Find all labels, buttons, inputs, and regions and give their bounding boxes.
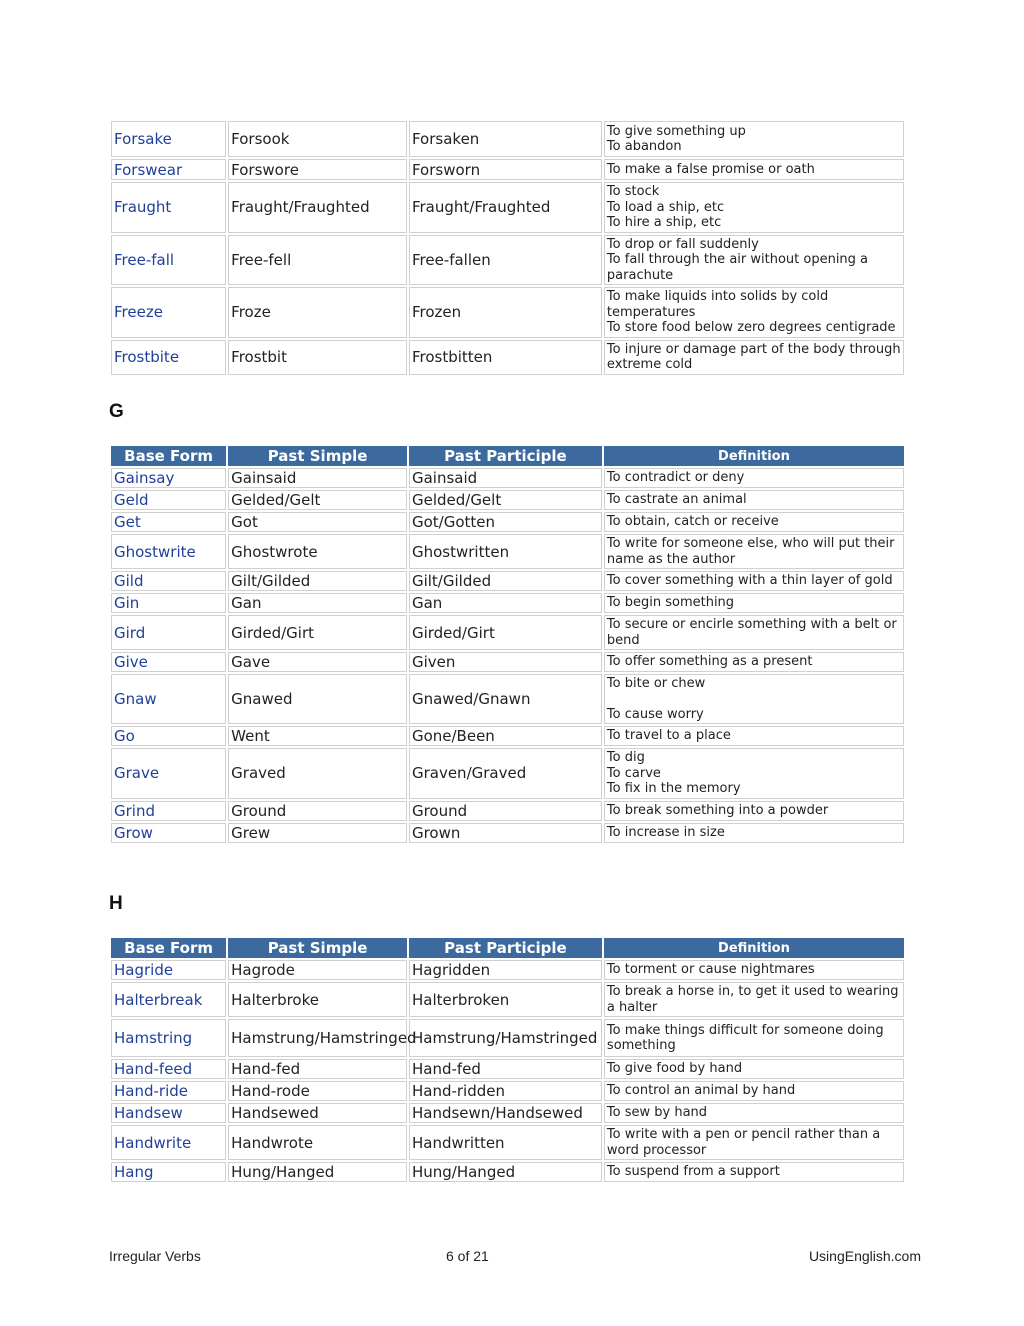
past-participle-cell: Gnawed/Gnawn	[409, 674, 602, 724]
table-row	[111, 1125, 904, 1160]
past-participle-cell: Handwritten	[409, 1125, 602, 1160]
table-row	[111, 801, 904, 821]
table-row	[111, 982, 904, 1017]
definition-cell	[604, 748, 904, 799]
past-simple-cell: Grew	[228, 823, 407, 843]
header-definition: Definition	[604, 938, 904, 958]
past-participle-cell: Gan	[409, 593, 602, 613]
table-row	[111, 1059, 904, 1079]
table-row	[111, 748, 904, 799]
definition-line: To fix in the memory	[606, 781, 741, 796]
base-form-cell: Grind	[111, 801, 226, 821]
table-row	[111, 182, 904, 233]
past-simple-cell: Handsewed	[228, 1103, 407, 1123]
definition-cell	[604, 182, 904, 233]
definition-cell	[604, 121, 904, 157]
table-row	[111, 615, 904, 650]
verb-table-g-body	[111, 468, 904, 843]
header-past-simple: Past Simple	[228, 446, 407, 466]
past-participle-cell: Gilt/Gilded	[409, 571, 602, 591]
past-simple-cell: Gan	[228, 593, 407, 613]
header-past-participle: Past Participle	[409, 446, 602, 466]
past-participle-cell: Handsewn/Handsewed	[409, 1103, 602, 1123]
base-form-cell: Hagride	[111, 960, 226, 980]
base-form-cell: Frostbite	[111, 340, 226, 375]
table-row	[111, 960, 904, 980]
definition-line: To fall through the air without opening a parachute	[606, 252, 869, 283]
table-row	[111, 1019, 904, 1057]
past-participle-cell: Free-fallen	[409, 235, 602, 286]
past-simple-cell: Gilt/Gilded	[228, 571, 407, 591]
definition-cell	[604, 1162, 904, 1182]
definition-cell	[604, 674, 904, 724]
verb-table-h	[109, 936, 906, 1184]
past-simple-cell: Gave	[228, 652, 407, 672]
definition-cell	[604, 1081, 904, 1101]
definition-line: To castrate an animal	[606, 492, 747, 508]
past-simple-cell: Forsook	[228, 121, 407, 157]
past-simple-cell: Hamstrung/Hamstringed	[228, 1019, 407, 1057]
base-form-cell: Ghostwrite	[111, 534, 226, 569]
definition-line: To suspend from a support	[606, 1164, 780, 1180]
definition-line: To cause worry	[606, 706, 704, 722]
past-participle-cell: Hamstrung/Hamstringed	[409, 1019, 602, 1057]
definition-line: To break a horse in, to get it used to wearing a halter	[606, 984, 899, 1015]
past-participle-cell: Forsaken	[409, 121, 602, 157]
table-row	[111, 534, 904, 569]
header-base-form: Base Form	[111, 938, 226, 958]
table-row	[111, 512, 904, 532]
definition-cell	[604, 571, 904, 591]
verb-table-f	[109, 119, 906, 377]
table-row	[111, 159, 904, 180]
table-row	[111, 593, 904, 613]
verb-table-h-body	[111, 960, 904, 1182]
table-row	[111, 468, 904, 488]
table-row	[111, 490, 904, 510]
definition-cell	[604, 235, 904, 286]
base-form-cell: Hamstring	[111, 1019, 226, 1057]
past-simple-cell: Hand-rode	[228, 1081, 407, 1101]
past-simple-cell: Handwrote	[228, 1125, 407, 1160]
past-simple-cell: Free-fell	[228, 235, 407, 286]
header-definition: Definition	[604, 446, 904, 466]
past-participle-cell: Gainsaid	[409, 468, 602, 488]
past-participle-cell: Frostbitten	[409, 340, 602, 375]
past-participle-cell: Grown	[409, 823, 602, 843]
past-simple-cell: Halterbroke	[228, 982, 407, 1017]
table-row	[111, 571, 904, 591]
definition-line: To store food below zero degrees centigrade	[606, 320, 896, 335]
base-form-cell: Free-fall	[111, 235, 226, 286]
table-header-row	[111, 938, 904, 958]
table-row	[111, 1103, 904, 1123]
definition-line: To give food by hand	[606, 1061, 743, 1077]
definition-line: To begin something	[606, 595, 735, 611]
definition-line: To write for someone else, who will put their name as the author	[606, 536, 895, 567]
definition-cell	[604, 615, 904, 650]
verb-table-g	[109, 444, 906, 845]
footer-page-number: 6 of 21	[446, 1248, 489, 1264]
footer-title: Irregular Verbs	[109, 1248, 201, 1264]
base-form-cell: Freeze	[111, 287, 226, 338]
past-simple-cell: Girded/Girt	[228, 615, 407, 650]
definition-line: To obtain, catch or receive	[606, 514, 779, 530]
definition-line: To stock	[606, 184, 660, 199]
definition-line: To sew by hand	[606, 1105, 708, 1121]
definition-cell	[604, 287, 904, 338]
base-form-cell: Handsew	[111, 1103, 226, 1123]
header-past-participle: Past Participle	[409, 938, 602, 958]
past-simple-cell: Ghostwrote	[228, 534, 407, 569]
base-form-cell: Geld	[111, 490, 226, 510]
definition-cell	[604, 1059, 904, 1079]
base-form-cell: Handwrite	[111, 1125, 226, 1160]
base-form-cell: Hang	[111, 1162, 226, 1182]
definition-line: To control an animal by hand	[606, 1083, 796, 1099]
table-row	[111, 674, 904, 724]
definition-cell	[604, 159, 904, 180]
verb-table-f-body	[111, 121, 904, 375]
definition-line: To abandon	[606, 139, 682, 154]
definition-cell	[604, 340, 904, 375]
definition-line: To carve	[606, 765, 661, 781]
definition-cell	[604, 468, 904, 488]
definition-line: To contradict or deny	[606, 470, 745, 486]
past-participle-cell: Hung/Hanged	[409, 1162, 602, 1182]
table-row	[111, 121, 904, 157]
table-row	[111, 726, 904, 746]
past-simple-cell: Gelded/Gelt	[228, 490, 407, 510]
header-past-simple: Past Simple	[228, 938, 407, 958]
past-simple-cell: Hung/Hanged	[228, 1162, 407, 1182]
definition-cell	[604, 1103, 904, 1123]
past-simple-cell: Forswore	[228, 159, 407, 180]
base-form-cell: Halterbreak	[111, 982, 226, 1017]
past-participle-cell: Hand-fed	[409, 1059, 602, 1079]
definition-line: To secure or encirle something with a belt or bend	[606, 617, 897, 648]
definition-line: To torment or cause nightmares	[606, 962, 815, 978]
past-simple-cell: Hagrode	[228, 960, 407, 980]
footer-site: UsingEnglish.com	[808, 1248, 921, 1264]
definition-cell	[604, 1019, 904, 1057]
past-participle-cell: Graven/Graved	[409, 748, 602, 799]
past-simple-cell: Hand-fed	[228, 1059, 407, 1079]
definition-cell	[604, 512, 904, 532]
past-participle-cell: Hagridden	[409, 960, 602, 980]
base-form-cell: Grow	[111, 823, 226, 843]
base-form-cell: Gnaw	[111, 674, 226, 724]
base-form-cell: Gild	[111, 571, 226, 591]
definition-line: To cover something with a thin layer of gold	[606, 573, 893, 589]
table-row	[111, 823, 904, 843]
base-form-cell: Hand-ride	[111, 1081, 226, 1101]
past-simple-cell: Ground	[228, 801, 407, 821]
base-form-cell: Forswear	[111, 159, 226, 180]
base-form-cell: Fraught	[111, 182, 226, 233]
table-row	[111, 287, 904, 338]
definition-cell	[604, 823, 904, 843]
definition-line: To offer something as a present	[606, 654, 813, 670]
past-participle-cell: Halterbroken	[409, 982, 602, 1017]
definition-cell	[604, 982, 904, 1017]
base-form-cell: Gin	[111, 593, 226, 613]
past-simple-cell: Frostbit	[228, 340, 407, 375]
past-participle-cell: Got/Gotten	[409, 512, 602, 532]
past-participle-cell: Forsworn	[409, 159, 602, 180]
section-heading-h: H	[109, 893, 123, 914]
definition-cell	[604, 534, 904, 569]
definition-line: To make a false promise or oath	[606, 161, 815, 177]
definition-line: To make liquids into solids by cold temperatures	[606, 289, 829, 320]
table-row	[111, 1081, 904, 1101]
definition-line: To give something up	[606, 123, 746, 139]
past-participle-cell: Hand-ridden	[409, 1081, 602, 1101]
definition-cell	[604, 960, 904, 980]
table-header-row	[111, 446, 904, 466]
definition-cell	[604, 1125, 904, 1160]
definition-cell	[604, 726, 904, 746]
section-heading-g: G	[109, 401, 124, 422]
past-participle-cell: Ground	[409, 801, 602, 821]
definition-cell	[604, 490, 904, 510]
base-form-cell: Give	[111, 652, 226, 672]
definition-line: To make things difficult for someone doing something	[606, 1022, 884, 1053]
definition-line: To dig	[606, 750, 645, 765]
base-form-cell: Go	[111, 726, 226, 746]
table-row	[111, 235, 904, 286]
past-simple-cell: Froze	[228, 287, 407, 338]
past-participle-cell: Gelded/Gelt	[409, 490, 602, 510]
past-participle-cell: Gone/Been	[409, 726, 602, 746]
definition-cell	[604, 652, 904, 672]
definition-line: To drop or fall suddenly	[606, 236, 759, 252]
past-participle-cell: Given	[409, 652, 602, 672]
past-participle-cell: Fraught/Fraughted	[409, 182, 602, 233]
definition-line: To increase in size	[606, 824, 725, 840]
definition-line: To load a ship, etc	[606, 199, 725, 215]
definition-cell	[604, 801, 904, 821]
definition-line: To bite or chew	[606, 676, 706, 691]
definition-line: To injure or damage part of the body through extreme cold	[606, 341, 901, 372]
definition-line: To write with a pen or pencil rather than a word processor	[606, 1127, 881, 1158]
past-simple-cell: Graved	[228, 748, 407, 799]
past-simple-cell: Went	[228, 726, 407, 746]
base-form-cell: Hand-feed	[111, 1059, 226, 1079]
table-row	[111, 1162, 904, 1182]
definition-line: To hire a ship, etc	[606, 215, 722, 230]
past-participle-cell: Girded/Girt	[409, 615, 602, 650]
past-simple-cell: Gainsaid	[228, 468, 407, 488]
base-form-cell: Grave	[111, 748, 226, 799]
past-simple-cell: Got	[228, 512, 407, 532]
past-simple-cell: Fraught/Fraughted	[228, 182, 407, 233]
definition-line: To travel to a place	[606, 728, 731, 744]
base-form-cell: Gainsay	[111, 468, 226, 488]
definition-line: To break something into a powder	[606, 802, 829, 818]
past-participle-cell: Ghostwritten	[409, 534, 602, 569]
table-row	[111, 340, 904, 375]
table-row	[111, 652, 904, 672]
past-simple-cell: Gnawed	[228, 674, 407, 724]
base-form-cell: Forsake	[111, 121, 226, 157]
base-form-cell: Get	[111, 512, 226, 532]
base-form-cell: Gird	[111, 615, 226, 650]
definition-cell	[604, 593, 904, 613]
header-base-form: Base Form	[111, 446, 226, 466]
past-participle-cell: Frozen	[409, 287, 602, 338]
